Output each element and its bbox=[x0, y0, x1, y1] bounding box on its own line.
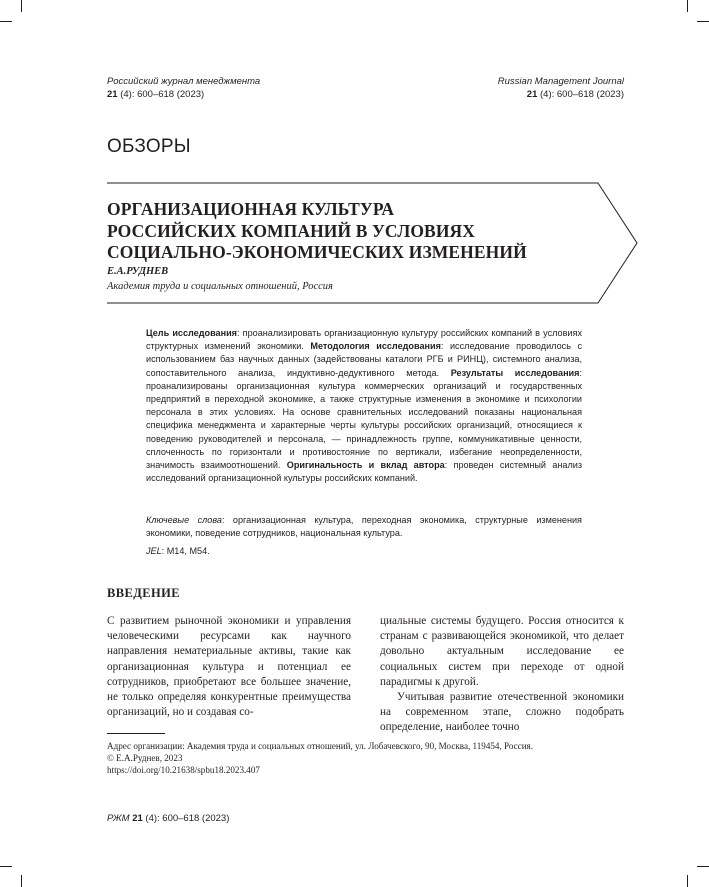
crop-mark bbox=[21, 0, 22, 12]
author-name: Е.А.РУДНЕВ bbox=[107, 266, 169, 277]
body-column-left bbox=[107, 614, 351, 720]
abstract-text: : проанализировать организационную культуру российских компаний в условиях структурных изменений экономики. bbox=[146, 328, 582, 352]
page-footer bbox=[107, 813, 229, 824]
abstract-text: : проанализированы организационная культура коммерческих организаций и государственных предприятий в переходной экономике, а также структурные изменения в экономике и психологии персонала в этих условиях. На основе сравнительных исследований показаны национальная специфика менеджмента и характерные черты культуры российских организаций, относящиеся к поведению руководителей и персонала, — принадлежность группе, коммуникативные ценности, сплоченность по горизонтали и противостояние по вертикали, избегание неопределенности, значимость взаимоотношений. bbox=[146, 367, 582, 471]
issue-pages: (4): 600–618 (2023) bbox=[537, 88, 624, 100]
abstract-label-originality: Оригинальность и вклад автора bbox=[286, 460, 445, 471]
journal-abbreviation: РЖМ bbox=[107, 813, 133, 824]
abstract bbox=[146, 327, 582, 485]
abstract-label-results: Результаты исследования bbox=[450, 367, 580, 378]
abstract-text: : проведен системный анализ исследований организационной культуры российских компаний. bbox=[146, 460, 583, 484]
running-header-left bbox=[107, 76, 260, 101]
crop-mark bbox=[687, 0, 688, 12]
body-paragraph: С развитием рыночной экономики и управления человеческими ресурсами как научного направления нематериальные активы, такие как организационная культура и потенциал ее сотрудников, приобретают все большее значение, не только определяя конкурентные преимущества организаций, но и создавая со- bbox=[107, 615, 351, 719]
crop-mark bbox=[697, 866, 709, 867]
section-heading-introduction: ВВЕДЕНИЕ bbox=[107, 586, 180, 600]
jel-label: JEL bbox=[146, 546, 162, 556]
copyright-notice: © Е.А.Руднев, 2023 bbox=[107, 753, 183, 763]
journal-name-ru: Российский журнал менеджмента bbox=[107, 76, 261, 87]
body-column-right bbox=[380, 614, 624, 736]
body-paragraph: Учитывая развитие отечественной экономики на современном этапе, сложно подобрать определение, наиболее точно bbox=[380, 691, 624, 734]
title-line: РОССИЙСКИХ КОМПАНИЙ В УСЛОВИЯХ bbox=[107, 220, 476, 241]
keywords-text: : организационная культура, переходная экономика, структурные изменения экономики, поведение сотрудников, национальная культура. bbox=[146, 515, 582, 539]
organization-address: Адрес организации: Академия труда и социальных отношений, ул. Лобачевского, 90, Москва, 119454, Россия. bbox=[107, 741, 534, 751]
crop-mark bbox=[0, 21, 12, 22]
volume-number: 21 bbox=[132, 813, 143, 824]
abstract-label-method: Методология исследования bbox=[310, 341, 441, 352]
section-label: ОБЗОРЫ bbox=[107, 136, 191, 157]
abstract-text: : исследование проводилось с использованием баз научных данных (задействованы каталоги РГБ и РИНЦ), системного анализа, сопоставительного анализа, индуктивно-дедуктивного метода. bbox=[146, 341, 583, 378]
keywords-label: Ключевые слова bbox=[146, 515, 222, 525]
footnote-rule bbox=[107, 733, 165, 734]
issue-pages: (4): 600–618 (2023) bbox=[117, 88, 205, 100]
crop-mark bbox=[687, 875, 688, 887]
jel-text: : M14, M54. bbox=[161, 546, 210, 556]
volume-number: 21 bbox=[107, 88, 118, 100]
volume-number: 21 bbox=[526, 88, 538, 100]
issue-pages: (4): 600–618 (2023) bbox=[142, 813, 230, 824]
doi-link[interactable]: https://doi.org/10.21638/spbu18.2023.407 bbox=[107, 765, 260, 775]
abstract-label-purpose: Цель исследования bbox=[146, 328, 237, 338]
running-header-right bbox=[498, 76, 624, 101]
jel-codes bbox=[146, 546, 210, 556]
journal-name-en: Russian Management Journal bbox=[497, 76, 624, 87]
body-paragraph: циальные системы будущего. Россия относится к странам с развивающейся экономикой, что делает довольно актуальным исследование ее социальных систем при переходе от одной парадигмы к другой. bbox=[380, 615, 624, 688]
crop-mark bbox=[0, 866, 12, 867]
article-title bbox=[107, 199, 607, 264]
keywords bbox=[146, 514, 582, 540]
crop-mark bbox=[697, 21, 709, 22]
author-affiliation: Академия труда и социальных отношений, Россия bbox=[107, 281, 333, 292]
footnote bbox=[107, 740, 622, 776]
title-line: СОЦИАЛЬНО-ЭКОНОМИЧЕСКИХ ИЗМЕНЕНИЙ bbox=[107, 242, 527, 262]
crop-mark bbox=[21, 875, 22, 887]
title-line: ОРГАНИЗАЦИОННАЯ КУЛЬТУРА bbox=[107, 199, 395, 219]
